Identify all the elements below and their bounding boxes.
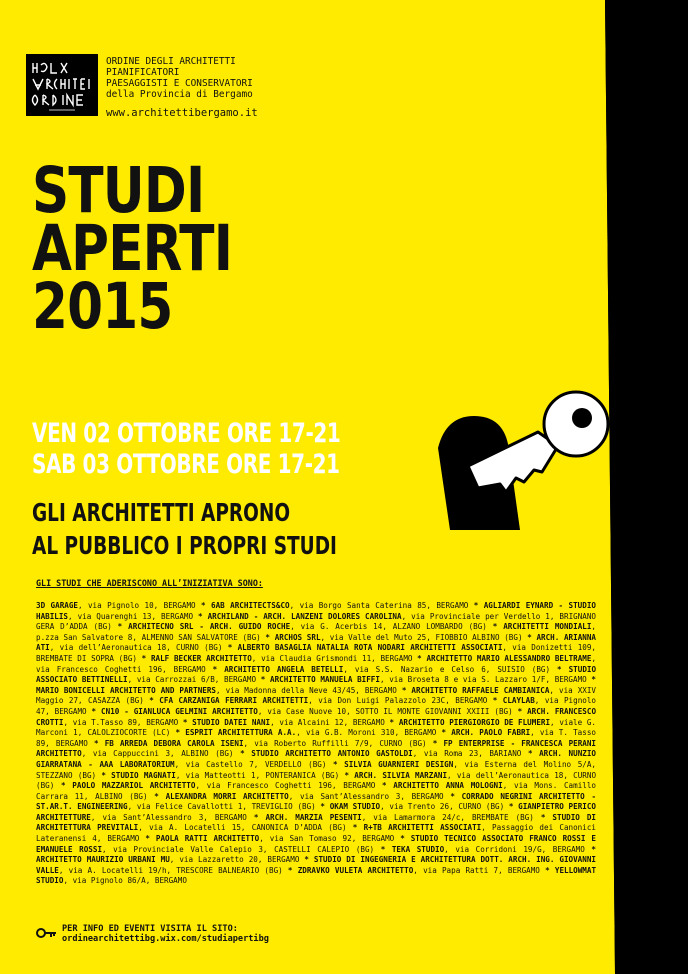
studio-name: ARCHITETTO MANUELA BIFFI (270, 675, 380, 685)
entry-separator: * (586, 675, 596, 685)
studio-address: via dell’Aeronautica 18, CURNO (BG) (59, 643, 223, 653)
studio-address: via XXIV Maggio 27, CASAZZA (BG) (36, 685, 596, 706)
studio-address: via Borgo Santa Caterina 85, BERGAMO (299, 601, 469, 610)
studio-name: MARIO BONICELLI ARCHITETTO AND PARTNERS (36, 685, 216, 695)
studio-name: R+TB ARCHITETTI ASSOCIATI (363, 823, 482, 833)
entry-separator: * (339, 770, 355, 780)
studios-list (36, 601, 596, 887)
studio-entry: ARCH. FRANCESCO CROTTI, via T.Tasso 89, BERGAMO (36, 706, 597, 727)
studio-entry: TEKA STUDIO, via Corridoni 19/G, BERGAMO (391, 844, 585, 854)
entry-separator: * (384, 717, 399, 727)
studio-address: via Mons. Camillo Carrara 11, ALBINO (BG) (36, 781, 596, 801)
studio-address: via dell’Aeronautica 18, CURNO (BG) (36, 770, 597, 791)
studio-name: GIANPIETRO PERICO ARCHITETTURE (36, 802, 596, 822)
studio-address: via Donizetti 109, BREMBATE DI SOPRA (BG) (36, 643, 596, 663)
key-in-keyhole-icon (438, 380, 616, 530)
studio-entry: R+TB ARCHITETTI ASSOCIATI, Passaggio dei Canonici Lateranensi 4, BERGAMO (36, 823, 596, 844)
studio-address: via Castello 7, VERDELLO (BG) (185, 759, 327, 769)
studio-entry: FP ENTERPRISE - FRANCESCA PERANI ARCHITETTO, via Cappuccini 3, ALBINO (BG) (36, 738, 597, 759)
studio-entry: ARCH. NUNZIO GIARRATANA - AAA LABORATORIUM, via Castello 7, VERDELLO (BG) (36, 749, 596, 769)
studio-entry: AGLIARDI EYNARD - STUDIO HABILIS, via Quarenghi 13, BERGAMO (36, 601, 596, 621)
studio-address: via Sant’Alessandro 3, BERGAMO (300, 791, 444, 801)
studio-entry: ARCHILAND - ARCH. LANZENI DOLORES CAROLINA, via Provinciale per Verdello 1, BRIGNANO GERA D’ADDA (BG) (36, 611, 596, 632)
entry-separator: * (512, 706, 528, 716)
studio-name: AGLIARDI EYNARD - STUDIO HABILIS (36, 601, 596, 621)
studio-name: PAOLO MAZZARIOL ARCHITETTO (72, 781, 196, 791)
ordine-logo (26, 54, 98, 116)
studio-name: ALBERTO BASAGLIA NATALIA ROTA NODARI ARCHITETTI ASSOCIATI (237, 643, 503, 653)
poster-title (32, 154, 233, 343)
entry-separator: * (282, 865, 298, 875)
studio-name: STUDIO ASSOCIATO BETTINELLI (36, 664, 597, 685)
studio-address: via G. Acerbis 14, ALZANO LOMBARDO (BG) (300, 622, 487, 632)
studio-name: STUDIO DATEI NANI (192, 717, 271, 727)
organization-block (106, 56, 258, 119)
studio-name: 6AB ARCHITECTS&CO (211, 601, 290, 610)
studio-address: via A. Locatelli 15, CANONICA D’ADDA (BG) (149, 823, 347, 833)
studio-entry: ARCHOS SRL, via Valle del Muto 25, FIOBBIO ALBINO (BG) (274, 632, 523, 642)
studio-address: via Roberto Ruffilli 7/9, CURNO (BG) (254, 738, 427, 748)
studio-name: ARCHITETTO ANNA MOLOGNI (393, 781, 503, 791)
entry-separator: * (87, 738, 105, 748)
studio-name: SILVIA GUARNIERI DESIGN (344, 759, 454, 769)
studio-entry: STUDIO ARCHITETTO ANTONIO GASTOLDI, via Roma 23, BARIANO (251, 749, 522, 759)
studio-name: ARCH. SILVIA MARZANI (354, 770, 448, 780)
entry-separator: * (521, 749, 540, 759)
studio-name: 3D GARAGE (36, 601, 78, 610)
entry-separator: * (375, 781, 394, 791)
studio-entry: STUDIO DI ARCHITETTURA PREVITALI, via A. Locatelli 15, CANONICA D’ADDA (BG) (36, 812, 596, 833)
studio-entry: CN10 - GIANLUCA GELMINI ARCHITETTO, via Case Nuove 10, SOTTO IL MONTE GIOVANNI XXIII (BG) (101, 706, 513, 716)
studio-entry: GIANPIETRO PERICO ARCHITETTURE, via Sant’Alessandro 3, BERGAMO (36, 802, 596, 822)
studio-name: ARCHITECNO SRL - ARCH. GUIDO ROCHE (128, 622, 291, 632)
key-icon (36, 926, 58, 940)
studio-name: ARCHITETTI MONDIALI (503, 622, 592, 632)
entry-separator: * (170, 728, 186, 738)
entry-separator: * (96, 770, 112, 780)
event-dates (32, 418, 340, 480)
studio-name: TEKA STUDIO (391, 844, 445, 854)
studio-entry: 6AB ARCHITECTS&CO, via Borgo Santa Caterina 85, BERGAMO (211, 601, 469, 610)
studio-name: STUDIO ARCHITETTO ANTONIO GASTOLDI (251, 749, 413, 759)
org-line: della Provincia di Bergamo (106, 89, 253, 100)
studio-entry: STUDIO MAGNATI, via Matteotti 1, PONTERANICA (BG) (111, 770, 340, 780)
studio-entry: ARCHITETTO MAURIZIO URBANI MU, via Lazzaretto 20, BERGAMO (36, 855, 300, 865)
studio-address: via San Tomaso 92, BERGAMO (269, 834, 395, 844)
entry-separator: * (468, 601, 484, 610)
studio-entry: CFA CARZANIGA FERRARI ARCHITETTI, via Don Luigi Palazzolo 23C, BERGAMO (159, 696, 488, 706)
entry-separator: * (443, 791, 462, 801)
studio-address: via Claudia Grismondi 11, BERGAMO (261, 653, 413, 663)
studio-name: ARCHITETTO RAFFAELE CAMBIANICA (411, 685, 550, 695)
studio-name: STUDIO DI INGEGNERIA E ARCHITETTURA DOTT. ARCH. ING. GIOVANNI VALLE (36, 855, 596, 875)
studios-intro: GLI STUDI CHE ADERISCONO ALL’INIZIATIVA SONO: (36, 578, 263, 588)
studio-entry: ALBERTO BASAGLIA NATALIA ROTA NODARI ARCHITETTI ASSOCIATI, via Donizetti 109, BREMBATE DI SOPRA (BG) (36, 643, 596, 663)
entry-separator: * (436, 728, 452, 738)
studio-address: via Pignolo 47, BERGAMO (36, 696, 596, 716)
studio-address: via Broseta 8 e via S. Lazzaro 1/F, BERGAMO (389, 675, 587, 685)
studio-name: PAOLA RATTI ARCHITETTO (155, 834, 260, 844)
studio-entry: FB ARREDA DEBORA CAROLA ISENI, via Roberto Ruffilli 7/9, CURNO (BG) (104, 738, 427, 748)
studio-address: via Don Luigi Palazzolo 23C, BERGAMO (318, 696, 488, 706)
entry-separator: * (315, 802, 330, 812)
studio-name: STUDIO DI ARCHITETTURA PREVITALI (36, 812, 596, 833)
studio-address: via Lamarmora 24/c, BREMBATE (BG) (373, 812, 534, 822)
entry-separator: * (533, 812, 553, 822)
entry-separator: * (139, 834, 156, 844)
studio-entry: STUDIO TECNICO ASSOCIATO FRANCO ROSSI E EMANUELE ROSSI, via Provinciale Valle Calepio 3, CASTELLI CALEPIO (BG) (36, 834, 596, 854)
studio-address: via Case Nuove 10, SOTTO IL MONTE GIOVANNI XXIII (BG) (267, 706, 513, 716)
studio-name: STUDIO MAGNATI (111, 770, 176, 780)
studio-name: OKAM STUDIO (329, 802, 381, 812)
studio-name: ARCHITETTO ANGELA BETELLI (224, 664, 344, 674)
studio-entry: PAOLO MAZZARIOL ARCHITETTO, via Francesco Coghetti 196, BERGAMO (72, 781, 376, 791)
org-line: PAESAGGISTI E CONSERVATORI (106, 78, 253, 89)
studio-name: CN10 - GIANLUCA GELMINI ARCHITETTO (101, 706, 258, 716)
studio-entry: ESPRIT ARCHITETTURA A.A., via G.B. Moroni 310, BERGAMO (185, 728, 437, 738)
entry-separator: * (178, 717, 193, 727)
studio-name: ZDRAVKO VULETA ARCHITETTO (297, 865, 414, 875)
studio-address: p.zza San Salvatore 8, ALMENNO SAN SALVATORE (BG) (36, 632, 261, 642)
tagline (32, 496, 337, 562)
entry-separator: * (299, 855, 314, 865)
info-label: PER INFO ED EVENTI VISITA IL SITO: (62, 924, 238, 934)
entry-separator: * (222, 643, 238, 653)
studio-address: via G.B. Moroni 310, BERGAMO (305, 728, 437, 738)
key-hole (572, 408, 592, 428)
studio-address: via T. Tasso 89, BERGAMO (36, 728, 596, 748)
studio-address: via Lazzaretto 20, BERGAMO (179, 855, 300, 865)
entry-separator: * (143, 696, 160, 706)
studio-entry: CORRADO NEGRINI ARCHITETTO - ST.AR.T. ENGINEERING, via Felice Cavallotti 1, TREVIGLIO (BG) (36, 791, 597, 812)
studio-address: via Francesco Coghetti 196, BERGAMO (206, 781, 376, 791)
studio-entry: ARCHITETTO ANNA MOLOGNI, via Mons. Camillo Carrara 11, ALBINO (BG) (36, 781, 596, 801)
studio-entry: MARIO BONICELLI ARCHITETTO AND PARTNERS, via Madonna della Neve 43/45, BERGAMO (36, 685, 397, 695)
entry-separator: * (233, 749, 252, 759)
studio-address: via Felice Cavallotti 1, TREVIGLIO (BG) (136, 802, 316, 812)
entry-separator: * (195, 601, 212, 610)
studio-address: via Sant’Alessandro 3, BERGAMO (102, 812, 247, 822)
studio-entry: ARCHITETTO MANUELA BIFFI, via Broseta 8 e via S. Lazzaro 1/F, BERGAMO (270, 675, 587, 685)
studio-entry: ARCHITETTI MONDIALI, p.zza San Salvatore 8, ALMENNO SAN SALVATORE (BG) (36, 622, 596, 642)
studio-address: via Trento 26, CURNO (BG) (389, 802, 505, 812)
studio-entry: ARCH. PAOLO FABRI, via T. Tasso 89, BERGAMO (36, 728, 596, 748)
studio-name: ARCH. FRANCESCO CROTTI (36, 706, 597, 727)
entry-separator: * (246, 812, 266, 822)
entry-separator: * (504, 802, 519, 812)
studio-address: via Pignolo 86/A, BERGAMO (72, 876, 187, 886)
info-text (62, 924, 269, 944)
studio-entry: YELLOWMAT STUDIO, via Pignolo 86/A, BERGAMO (36, 865, 597, 886)
studio-entry: 3D GARAGE, via Pignolo 10, BERGAMO (36, 601, 196, 610)
tagline-line: GLI ARCHITETTI APRONO (32, 498, 291, 527)
entry-separator: * (86, 706, 102, 716)
studio-address: via Corridoni 19/G, BERGAMO (455, 844, 585, 854)
entry-separator: * (539, 865, 555, 875)
studio-address: via Esterna del Molino 5/A, STEZZANO (BG) (36, 759, 596, 780)
dark-doorway (605, 0, 688, 974)
studio-entry: ARCH. ARIANNA ATI, via dell’Aeronautica 18, CURNO (BG) (36, 632, 596, 653)
studio-name: ARCH. ARIANNA ATI (36, 632, 596, 653)
studio-address: via Roma 23, BARIANO (423, 749, 522, 759)
studio-name: ALEXANDRA MORRI ARCHITETTO (165, 791, 289, 801)
date-line: SAB 03 OTTOBRE ORE 17-21 (32, 449, 340, 480)
studio-name: ARCHOS SRL (274, 632, 321, 642)
studio-name: ARCH. NUNZIO GIARRATANA - AAA LABORATORIUM (36, 749, 596, 769)
entry-separator: * (260, 632, 275, 642)
studio-address: via T.Tasso 89, BERGAMO (72, 717, 179, 727)
studio-name: ESPRIT ARCHITETTURA A.A. (185, 728, 297, 738)
studio-entry: CLAYLAB, via Pignolo 47, BERGAMO (36, 696, 596, 716)
studio-name: ARCHILAND - ARCH. LANZENI DOLORES CAROLINA (207, 611, 402, 621)
studio-name: CFA CARZANIGA FERRARI ARCHITETTI (159, 696, 309, 706)
studio-name: ARCHITETTO MAURIZIO URBANI MU (36, 855, 170, 865)
studio-entry: OKAM STUDIO, via Trento 26, CURNO (BG) (329, 802, 505, 812)
studio-address: via Valle del Muto 25, FIOBBIO ALBINO (BG) (329, 632, 523, 642)
studio-address: via Pignolo 10, BERGAMO (87, 601, 196, 610)
tagline-line: AL PUBBLICO I PROPRI STUDI (32, 531, 337, 560)
website-link[interactable]: www.architettibergamo.it (106, 107, 258, 119)
entry-separator: * (346, 823, 364, 833)
studio-entry: ARCH. MARZIA PESENTI, via Lamarmora 24/c, BREMBATE (BG) (265, 812, 534, 822)
entry-separator: * (111, 622, 129, 632)
entry-separator: * (522, 632, 537, 642)
entry-separator: * (412, 653, 427, 663)
studio-entry: ARCHITECNO SRL - ARCH. GUIDO ROCHE, via G. Acerbis 14, ALZANO LOMBARDO (BG) (128, 622, 487, 632)
entry-separator: * (374, 844, 392, 854)
studio-name: ARCHITETTO PIERGIORGIO DE FLUMERI (398, 717, 551, 727)
studio-entry: PAOLA RATTI ARCHITETTO, via San Tomaso 92, BERGAMO (155, 834, 395, 844)
studio-name: ARCH. MARZIA PESENTI (265, 812, 362, 822)
studio-address: via Quarenghi 13, BERGAMO (77, 611, 194, 621)
title-line: STUDI (32, 154, 205, 227)
logo-lettering-icon (27, 55, 97, 115)
studio-name: STUDIO TECNICO ASSOCIATO FRANCO ROSSI E EMANUELE ROSSI (36, 834, 596, 854)
date-line: VEN 02 OTTOBRE ORE 17-21 (32, 418, 341, 449)
studio-name: ARCH. PAOLO FABRI (451, 728, 531, 738)
studio-address: via Madonna della Neve 43/45, BERGAMO (225, 685, 397, 695)
studio-address: via S.S. Nazario e Celso 6, SUISIO (BG) (354, 664, 551, 674)
studio-address: viale G. Marconi 1, CALOLZIOCORTE (LC) (36, 717, 597, 738)
title-line: APERTI (32, 212, 233, 285)
studio-address: via A. Locatelli 19/h, TRESCORE BALNEARIO (BG) (68, 865, 283, 875)
studio-address: via Papa Ratti 7, BERGAMO (423, 865, 540, 875)
studio-name: CLAYLAB (502, 696, 535, 706)
entry-separator: * (256, 675, 270, 685)
studio-name: RALF BECKER ARCHITETTO (150, 653, 252, 663)
entry-separator: * (394, 834, 411, 844)
studio-name: FB ARREDA DEBORA CAROLA ISENI (104, 738, 244, 748)
studio-entry: STUDIO DI INGEGNERIA E ARCHITETTURA DOTT. ARCH. ING. GIOVANNI VALLE, via A. Locatelli 19/h, TRESCORE BALNEARIO (BG) (36, 855, 596, 875)
org-line: PIANIFICATORI (106, 67, 180, 78)
entry-separator: * (487, 696, 503, 706)
studio-entry: ALEXANDRA MORRI ARCHITETTO, via Sant’Alessandro 3, BERGAMO (165, 791, 444, 801)
studio-address: Passaggio dei Canonici Lateranensi 4, BERGAMO (36, 823, 596, 844)
info-url[interactable]: ordinearchitettibg.wix.com/studiapertibg (62, 934, 269, 944)
studio-entry: ARCHITETTO PIERGIORGIO DE FLUMERI, viale G. Marconi 1, CALOLZIOCORTE (LC) (36, 717, 597, 738)
studio-name: YELLOWMAT STUDIO (36, 865, 597, 886)
studio-entry: RALF BECKER ARCHITETTO, via Claudia Grismondi 11, BERGAMO (150, 653, 413, 663)
entry-separator: * (54, 781, 73, 791)
entry-separator: * (205, 664, 225, 674)
entry-separator: * (426, 738, 444, 748)
studio-address: via Matteotti 1, PONTERANICA (BG) (185, 770, 340, 780)
studio-address: via Provinciale per Verdello 1, BRIGNANO GERA D’ADDA (BG) (36, 611, 596, 632)
entry-separator: * (326, 759, 345, 769)
studio-entry: ARCHITETTO MARIO ALESSANDRO BELTRAME, via Francesco Coghetti 196, BERGAMO (36, 653, 597, 674)
entry-separator: * (550, 664, 569, 674)
entry-separator: * (136, 653, 151, 663)
studio-address: via Provinciale Valle Calepio 3, CASTELLI CALEPIO (BG) (113, 844, 375, 854)
org-line: ORDINE DEGLI ARCHITETTI (106, 56, 236, 67)
entry-separator: * (147, 791, 166, 801)
entry-separator: * (193, 611, 208, 621)
studio-entry: ZDRAVKO VULETA ARCHITETTO, via Papa Ratti 7, BERGAMO (297, 865, 540, 875)
studio-entry: SILVIA GUARNIERI DESIGN, via Esterna del Molino 5/A, STEZZANO (BG) (36, 759, 596, 780)
studio-name: ARCHITETTO MARIO ALESSANDRO BELTRAME (426, 653, 592, 663)
studio-name: FP ENTERPRISE - FRANCESCA PERANI ARCHITETTO (36, 738, 597, 759)
entry-separator: * (584, 844, 596, 854)
studio-name: CORRADO NEGRINI ARCHITETTO - ST.AR.T. ENGINEERING (36, 791, 597, 812)
studio-entry: ARCH. SILVIA MARZANI, via dell’Aeronautica 18, CURNO (BG) (36, 770, 597, 791)
entry-separator: * (396, 685, 412, 695)
studio-entry: STUDIO ASSOCIATO BETTINELLI, via Carrozzai 6/B, BERGAMO (36, 664, 597, 685)
studio-entry: STUDIO DATEI NANI, via Alcaini 12, BERGAMO (192, 717, 385, 727)
entry-separator: * (486, 622, 504, 632)
studio-address: via Cappuccini 3, ALBINO (BG) (92, 749, 234, 759)
studio-entry: ARCHITETTO ANGELA BETELLI, via S.S. Nazario e Celso 6, SUISIO (BG) (224, 664, 551, 674)
title-line: 2015 (32, 270, 173, 343)
studio-address: via Francesco Coghetti 196, BERGAMO (36, 664, 206, 674)
studio-address: via Alcaini 12, BERGAMO (279, 717, 385, 727)
studio-address: via Carrozzai 6/B, BERGAMO (136, 675, 257, 685)
studio-entry: ARCHITETTO RAFFAELE CAMBIANICA, via XXIV Maggio 27, CASAZZA (BG) (36, 685, 596, 706)
